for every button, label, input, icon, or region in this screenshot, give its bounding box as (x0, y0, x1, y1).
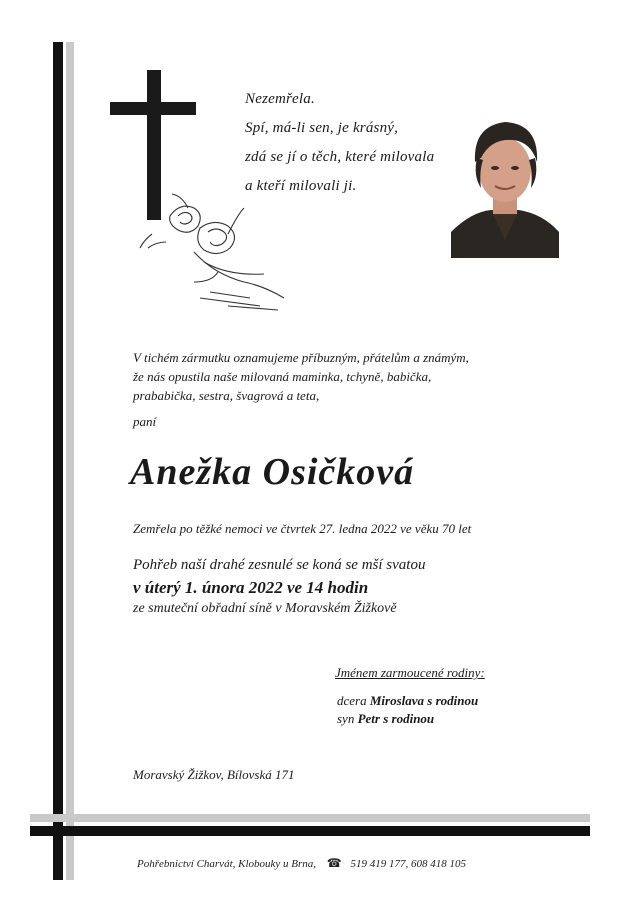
intro-line: že nás opustila naše milovaná maminka, tchyně, babička, (133, 369, 432, 384)
poem-line: Nezemřela. (245, 91, 315, 107)
family-member (337, 710, 478, 728)
deceased-name: Anežka Osičková (130, 451, 415, 493)
family-member-name: Petr s rodinou (357, 711, 435, 726)
phone-numbers: 519 419 177, 608 418 105 (350, 858, 466, 870)
family-relation: syn (337, 711, 355, 726)
honorific-title: paní (133, 414, 157, 429)
poem-line: Spí, má-li sen, je krásný, (245, 120, 399, 136)
family-members (337, 692, 478, 728)
funeral-date-time: v úterý 1. února 2022 ve 14 hodin (133, 578, 369, 597)
poem-line: a kteří milovali ji. (245, 178, 357, 194)
portrait-photo (451, 112, 559, 258)
death-notice: Zemřela po těžké nemoci ve čtvrtek 27. ledna 2022 ve věku 70 let (133, 521, 472, 536)
family-member-name: Miroslava s rodinou (369, 693, 479, 708)
frame-horizontal-gray-bar (30, 814, 590, 822)
intro-line: prababička, sestra, švagrová a teta, (133, 388, 320, 403)
address: Moravský Žižkov, Bílovská 171 (133, 767, 295, 782)
poem (245, 85, 455, 201)
telephone-icon: ☎ (326, 856, 342, 870)
family-member (337, 692, 478, 710)
frame-vertical-black-bar (53, 42, 63, 880)
poem-line: zdá se jí o těch, které milovala (245, 149, 435, 165)
funeral-location: ze smuteční obřadní síně v Moravském Žižkově (133, 601, 397, 616)
family-heading: Jménem zarmoucené rodiny: (335, 665, 485, 680)
intro-line: V tichém zármutku oznamujeme příbuzným, přátelům a známým, (133, 350, 469, 365)
funeral-service-name: Pohřebnictví Charvát, Klobouky u Brna, (137, 858, 317, 870)
announcement-intro (133, 348, 553, 405)
frame-vertical-gray-bar (66, 42, 74, 880)
funeral-info-line: Pohřeb naší drahé zesnulé se koná se mší svatou (133, 557, 426, 573)
frame-horizontal-black-bar (30, 826, 590, 836)
funeral-service-footer (137, 856, 466, 871)
family-relation: dcera (337, 693, 367, 708)
